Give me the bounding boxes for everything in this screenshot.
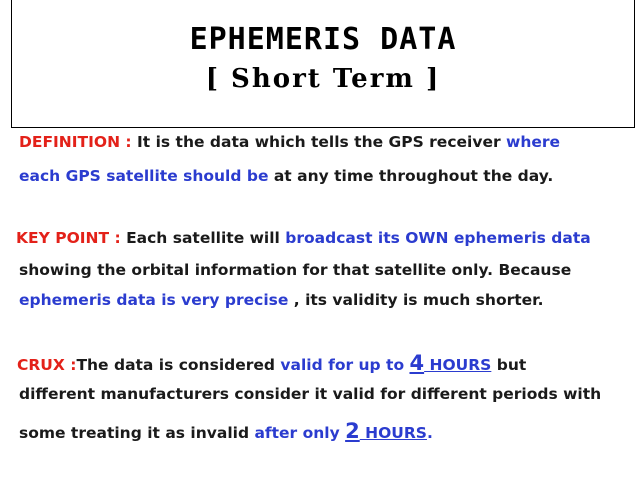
key-point-highlight-1: broadcast its OWN ephemeris data bbox=[285, 229, 591, 247]
title-sub: [ Short Term ] bbox=[205, 64, 441, 94]
key-point-text-2: , its validity is much shorter. bbox=[288, 291, 544, 309]
crux-line-1 bbox=[17, 351, 526, 375]
crux-highlight-1: valid for up to bbox=[280, 356, 410, 374]
key-point-line-3 bbox=[19, 291, 543, 309]
definition-highlight-1: where bbox=[506, 133, 561, 151]
key-point-line-1 bbox=[16, 229, 591, 247]
title-box bbox=[11, 0, 635, 128]
crux-highlight-2: after only bbox=[254, 424, 346, 442]
key-point-highlight-2: ephemeris data is very precise bbox=[19, 291, 289, 309]
definition-line-1 bbox=[19, 133, 560, 151]
definition-highlight-2: each GPS satellite should be bbox=[19, 167, 269, 185]
crux-text-1: The data is considered bbox=[76, 356, 281, 374]
crux-hours-number-2: 2 bbox=[345, 419, 360, 443]
crux-text-4: . bbox=[426, 424, 433, 442]
crux-text-2: but bbox=[491, 356, 527, 374]
crux-hours-label-2: HOURS bbox=[359, 424, 427, 442]
title-main: EPHEMERIS DATA bbox=[189, 22, 457, 57]
key-point-line-2: showing the orbital information for that satellite only. Because bbox=[19, 261, 572, 279]
definition-line-2 bbox=[19, 167, 553, 185]
key-point-text-1: Each satellite will bbox=[120, 229, 286, 247]
key-point-label: KEY POINT : bbox=[16, 229, 121, 247]
crux-line-3 bbox=[19, 419, 433, 443]
crux-hours-number-1: 4 bbox=[409, 351, 425, 375]
definition-text-2: at any time throughout the day. bbox=[268, 167, 554, 185]
definition-label: DEFINITION : bbox=[19, 133, 132, 151]
crux-hours-label-1: HOURS bbox=[424, 356, 492, 374]
definition-text-1: It is the data which tells the GPS receiver bbox=[131, 133, 506, 151]
crux-label: CRUX : bbox=[17, 356, 77, 374]
crux-text-3: some treating it as invalid bbox=[19, 424, 255, 442]
crux-line-2: different manufacturers consider it valid for different periods with bbox=[19, 385, 602, 403]
